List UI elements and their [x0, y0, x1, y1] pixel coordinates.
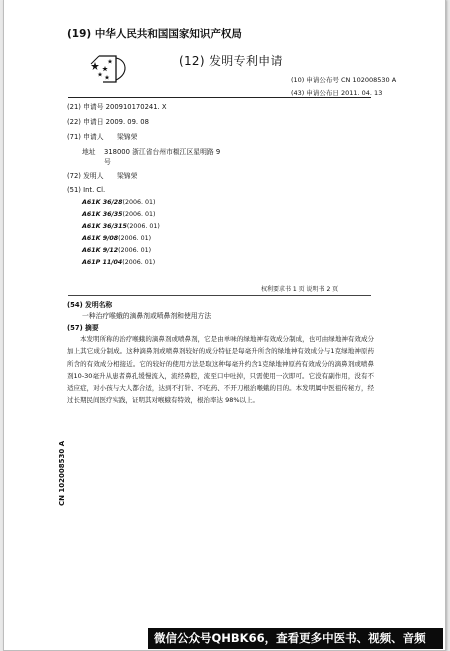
- biblio-divider: [68, 295, 371, 296]
- applicant-label: (71) 申请人: [67, 133, 104, 141]
- ipc-version: (2006. 01): [122, 211, 156, 218]
- application-number: (21) 申请号 200910170241. X: [67, 103, 167, 111]
- abstract-label: (57) 摘要: [67, 324, 99, 332]
- ipc-code: A61K 9/08: [82, 235, 119, 242]
- inventor-label: (72) 发明人: [67, 172, 104, 180]
- office-name: (19) 中华人民共和国国家知识产权局: [67, 28, 242, 40]
- ipc-version: (2006. 01): [126, 223, 160, 230]
- address-label: 地址: [82, 148, 96, 156]
- int-cl-label: (51) Int. Cl.: [67, 186, 106, 194]
- ipc-code: A61K 36/35: [82, 211, 123, 218]
- ipc-code: A61K 9/12: [82, 247, 119, 254]
- ipc-version: (2006. 01): [122, 199, 156, 206]
- title-label: (54) 发明名称: [67, 301, 113, 309]
- publication-number: (10) 申请公布号 CN 102008530 A: [291, 76, 397, 84]
- page-count-info: 权利要求书 1 页 说明书 2 页: [261, 286, 339, 293]
- ipc-version: (2006. 01): [118, 235, 152, 242]
- document-type: (12) 发明专利申请: [179, 54, 283, 68]
- address-line-2: 号: [104, 158, 111, 166]
- sipo-emblem-logo: [89, 50, 133, 86]
- ipc-entry: [82, 235, 151, 242]
- applicant-name: 梁锦荣: [117, 133, 138, 141]
- ipc-entry: [82, 259, 155, 266]
- invention-title: 一种治疗喉蛾的滴鼻剂或喷鼻剂和使用方法: [82, 312, 212, 320]
- ipc-entry: [82, 247, 151, 254]
- abstract-text: 本发明所称的治疗喉蛾的滴鼻剂或喷鼻剂，它是由单味的绿地神有效成分制成，也可由绿地神有效成分加上其它成分制成。这种滴鼻剂或喷鼻剂较好的成分特征是每毫升所含的绿地神有效成分与1克绿地神原药所含的有效成分相接近。它的较好的使用方法是取这种每毫升约含1克绿地神原药有效成分的滴鼻剂或喷鼻剂10-30毫升从患者鼻孔缓慢流入，流经鼻腔，流至口中吐掉，只需使用一次即可。它没有副作用，没有不适应症，对小孩与大人都合适，达到不打针、不吃药、不开刀根治喉蛾的目的。本发明属中医祖传秘方，经过长期民间医疗实践，证明其对喉蛾有特效，根治率达 98%以上。: [67, 335, 374, 405]
- ipc-code: A61P 11/04: [82, 259, 123, 266]
- ipc-code: A61K 36/28: [82, 199, 123, 206]
- ipc-version: (2006. 01): [118, 247, 152, 254]
- wechat-banner: 微信公众号QHBK66，查看更多中医书、视频、音频: [148, 628, 443, 649]
- inventor-name: 梁锦荣: [117, 172, 138, 180]
- patent-page: [3, 0, 446, 651]
- ipc-code: A61K 36/315: [82, 223, 127, 230]
- address-line-1: 318000 浙江省台州市椒江区星明路 9: [104, 148, 221, 156]
- header-divider: [68, 97, 371, 98]
- ipc-entry: [82, 199, 156, 206]
- publication-date: (43) 申请公布日 2011. 04. 13: [291, 89, 383, 97]
- application-date: (22) 申请日 2009. 09. 08: [67, 118, 149, 126]
- ipc-entry: [82, 211, 156, 218]
- ipc-entry: [82, 223, 160, 230]
- ipc-version: (2006. 01): [122, 259, 156, 266]
- side-publication-code: CN 102008530 A: [58, 440, 66, 506]
